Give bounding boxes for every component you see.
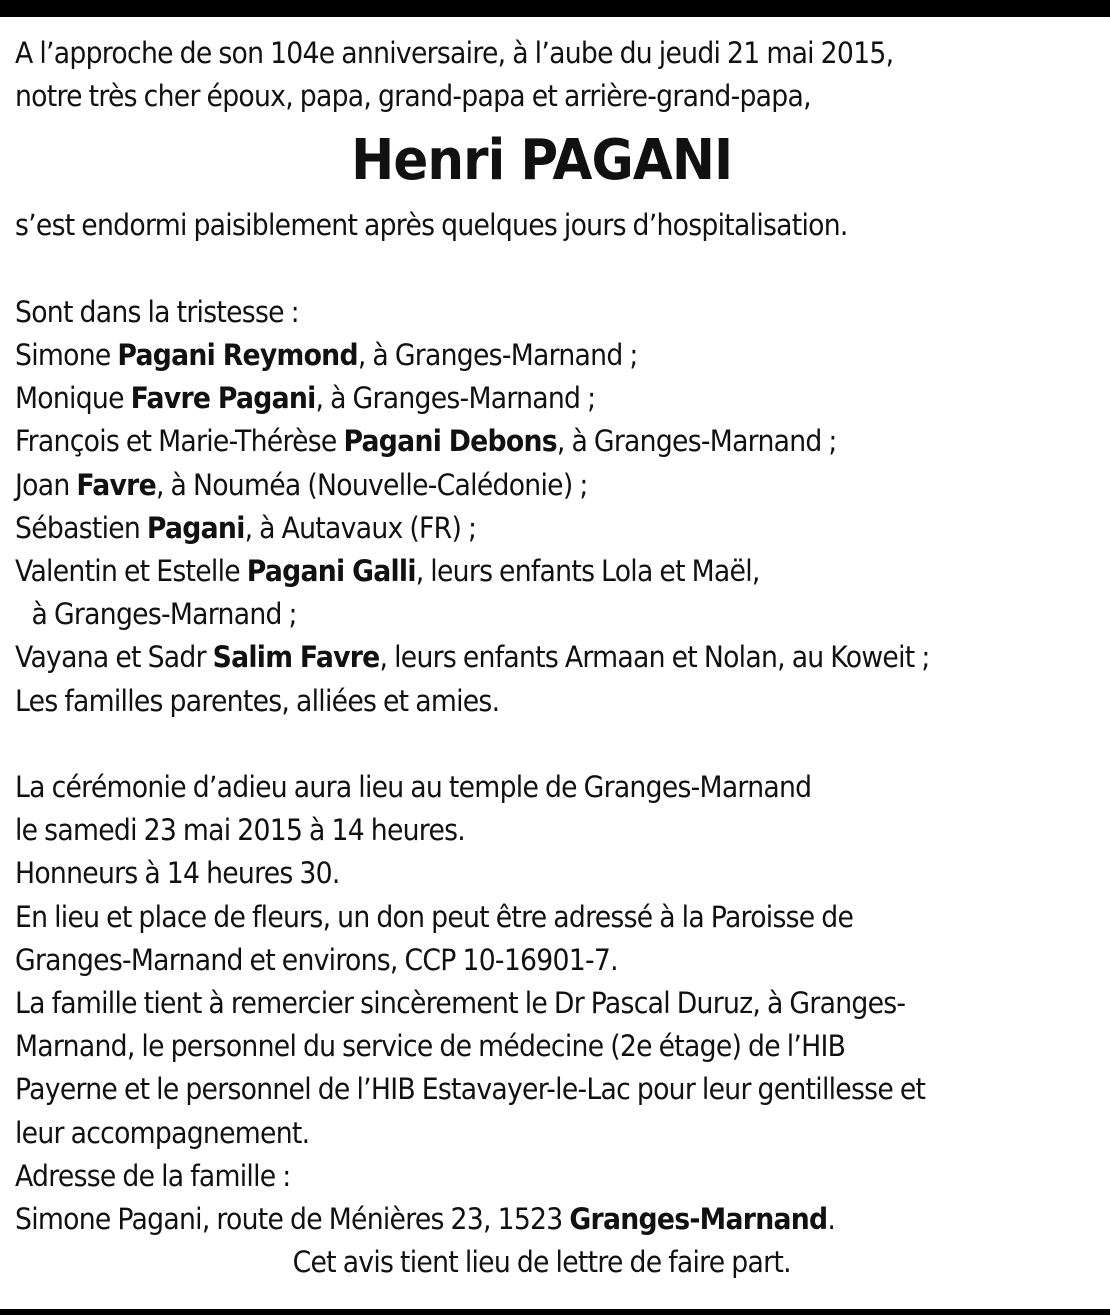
mourner-entry [15, 636, 1013, 679]
donation-line-2: Granges-Marnand et environs, CCP 10-16901-7. [15, 942, 618, 977]
mourner-first-names: Joan [15, 467, 77, 502]
mourner-surname: Pagani Debons [343, 424, 557, 459]
spacer [15, 248, 1013, 291]
obituary-notice [15, 32, 1013, 1284]
donation-line-1: En lieu et place de fleurs, un don peut être adressé à la Paroisse de [15, 899, 854, 934]
mourner-first-names: Sébastien [15, 510, 147, 545]
mourner-location: , leurs enfants Armaan et Nolan, au Koweit ; [379, 640, 930, 675]
mourner-location: , à Nouméa (Nouvelle-Calédonie) ; [155, 467, 588, 502]
mourner-entry [15, 464, 1013, 507]
mourner-entry-continuation: à Granges-Marnand ; [31, 597, 297, 632]
address-end: . [827, 1202, 836, 1237]
mourner-entry [15, 334, 1013, 377]
mourner-entry [15, 550, 1013, 593]
mourner-location: , à Granges-Marnand ; [315, 381, 596, 416]
thanks-line-4: leur accompagnement. [15, 1115, 310, 1150]
top-border [0, 0, 1110, 17]
mourners-heading: Sont dans la tristesse : [15, 294, 299, 329]
mourner-first-names: Vayana et Sadr [15, 640, 213, 675]
mourner-surname: Salim Favre [212, 640, 380, 675]
mourner-location: , à Granges-Marnand ; [357, 338, 638, 372]
address-street: Simone Pagani, route de Ménières 23, 1523 [15, 1202, 570, 1237]
mourner-surname: Pagani Reymond [117, 338, 358, 372]
spacer [15, 723, 1013, 766]
mourner-first-names: François et Marie-Thérèse [15, 424, 344, 459]
bottom-border [0, 1309, 1110, 1315]
mourner-location: , à Autavaux (FR) ; [244, 510, 477, 545]
families-line: Les familles parentes, alliées et amies. [15, 683, 500, 718]
address-line [15, 1198, 1013, 1241]
mourner-first-names: Simone [15, 338, 118, 372]
mourner-entry [15, 420, 1013, 463]
address-heading: Adresse de la famille : [15, 1158, 291, 1193]
closing-line: Cet avis tient lieu de lettre de faire part. [292, 1245, 791, 1280]
intro-line-2: notre très cher époux, papa, grand-papa et arrière-grand-papa, [15, 79, 811, 114]
honours-line: Honneurs à 14 heures 30. [15, 856, 340, 891]
deceased-name: Henri PAGANI [351, 128, 733, 194]
mourner-first-names: Valentin et Estelle [15, 554, 247, 589]
thanks-line-3: Payerne et le personnel de l’HIB Estavayer-le-Lac pour leur gentillesse et [15, 1072, 926, 1107]
passing-text: s’est endormi paisiblement après quelques jours d’hospitalisation. [15, 208, 848, 243]
thanks-line-1: La famille tient à remercier sincèrement le Dr Pascal Duruz, à Granges- [15, 986, 906, 1021]
mourner-location: , à Granges-Marnand ; [556, 424, 837, 459]
mourner-surname: Pagani [146, 510, 245, 545]
intro-line-1: A l’approche de son 104e anniversaire, à l’aube du jeudi 21 mai 2015, [15, 36, 894, 70]
mourner-entry [15, 377, 1013, 420]
mourner-entry [15, 507, 1013, 550]
mourner-location: , leurs enfants Lola et Maël, [415, 554, 760, 589]
ceremony-line-1: La cérémonie d’adieu aura lieu au temple de Granges-Marnand [15, 770, 812, 805]
mourner-surname: Pagani Galli [246, 554, 416, 589]
mourner-surname: Favre [76, 467, 156, 502]
mourner-first-names: Monique [15, 381, 131, 416]
thanks-line-2: Marnand, le personnel du service de médecine (2e étage) de l’HIB [15, 1029, 846, 1064]
address-town: Granges-Marnand [569, 1202, 828, 1237]
mourner-surname: Favre Pagani [130, 381, 316, 416]
ceremony-line-2: le samedi 23 mai 2015 à 14 heures. [15, 813, 466, 848]
